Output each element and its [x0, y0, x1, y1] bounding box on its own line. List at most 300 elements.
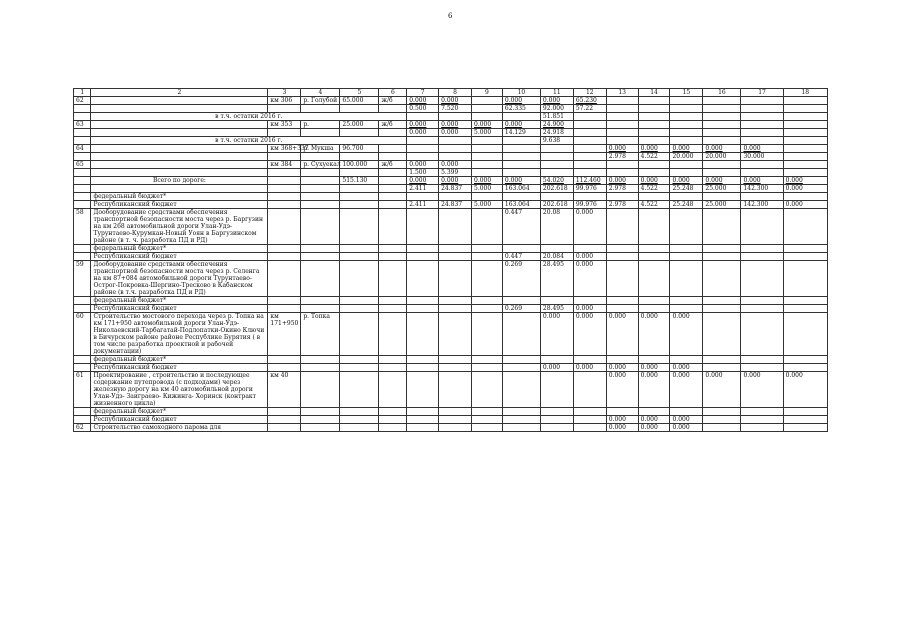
table-cell	[670, 253, 703, 261]
table-cell	[741, 416, 783, 424]
table-cell: 5.000	[472, 129, 503, 137]
table-cell	[638, 297, 670, 305]
table-cell: 2.411	[407, 185, 439, 193]
table-cell: 0.000	[606, 416, 638, 424]
table-cell: 0.000	[638, 424, 670, 432]
table-cell	[91, 129, 268, 137]
table-cell: км 368+337	[268, 145, 301, 153]
table-cell	[540, 161, 573, 169]
page-number: 6	[448, 12, 453, 20]
table-cell	[74, 408, 91, 416]
table-cell: 0.500	[407, 105, 439, 113]
table-cell	[268, 169, 301, 177]
table-cell	[340, 408, 379, 416]
table-cell: км 306	[268, 97, 301, 105]
table-cell: федеральный бюджет*	[91, 245, 268, 253]
table-cell	[439, 209, 472, 245]
table-cell	[638, 253, 670, 261]
table-cell	[606, 129, 638, 137]
table-cell: 0.000	[741, 145, 783, 153]
table-cell: 515.130	[340, 177, 379, 185]
table-row	[74, 169, 828, 177]
table-cell	[638, 113, 670, 121]
table-cell	[502, 145, 540, 153]
table-cell	[783, 313, 827, 356]
table-cell	[783, 153, 827, 161]
table-cell: федеральный бюджет*	[91, 297, 268, 305]
table-cell	[703, 424, 741, 432]
table-cell	[606, 356, 638, 364]
table-cell	[472, 364, 503, 372]
table-cell	[703, 261, 741, 297]
table-cell: 2.978	[606, 185, 638, 193]
table-cell: 92.000	[540, 105, 573, 113]
table-cell	[340, 253, 379, 261]
table-cell: 8	[439, 89, 472, 97]
table-cell: 0.000	[502, 177, 540, 185]
table-cell: км 40	[268, 372, 301, 408]
table-cell: Строительство мостового перехода через р. Топка на км 171+950 автомобильной дороги Улан-Удэ-Николаевский-Тарбагатай-Подлопатки-Окино Ключи в Бичурском районе районе Республике Бурятия ( в том числе разработка проектной и рабочей документации)	[91, 313, 268, 356]
table-cell: 2	[91, 89, 268, 97]
table-cell	[540, 297, 573, 305]
table-cell	[91, 169, 268, 177]
table-cell	[783, 169, 827, 177]
table-cell: ж/б	[379, 121, 407, 129]
table-cell	[573, 297, 606, 305]
table-cell: 112.460	[573, 177, 606, 185]
table-cell	[606, 113, 638, 121]
table-cell	[268, 105, 301, 113]
table-cell: 5.000	[472, 185, 503, 193]
table-cell: 57.22	[573, 105, 606, 113]
header-row	[74, 89, 828, 97]
table-cell: 99.976	[573, 185, 606, 193]
table-cell	[606, 137, 638, 145]
table-cell: в т.ч. остатки 2016 г.	[91, 137, 407, 145]
table-cell	[301, 364, 340, 372]
table-cell: 0.000	[472, 177, 503, 185]
table-cell: 63	[74, 121, 91, 129]
table-cell	[606, 408, 638, 416]
table-cell	[407, 372, 439, 408]
table-cell	[379, 209, 407, 245]
table-cell	[783, 424, 827, 432]
table-cell: 25.000	[340, 121, 379, 129]
table-cell	[573, 169, 606, 177]
table-cell	[379, 169, 407, 177]
table-cell	[573, 113, 606, 121]
table-cell: 0.000	[540, 364, 573, 372]
table-cell: Проектирование , строительство и последующее содержание путепровода (с подходами) через железную дорогу на км 40 автомобильной дороги Улан-Удэ- Заиграево- Кижинга- Хоринск (контракт жизненного цикла)	[91, 372, 268, 408]
table-cell: 20.08	[540, 209, 573, 245]
table-cell	[407, 313, 439, 356]
table-cell	[741, 408, 783, 416]
table-cell	[703, 161, 741, 169]
table-cell: 0.000	[638, 177, 670, 185]
table-cell: 0.000	[638, 313, 670, 356]
table-row	[74, 193, 828, 201]
table-cell	[301, 105, 340, 113]
table-cell: 65.230	[573, 97, 606, 105]
table-cell	[783, 145, 827, 153]
table-cell	[606, 245, 638, 253]
table-cell	[573, 424, 606, 432]
table-row	[74, 145, 828, 153]
table-cell	[606, 297, 638, 305]
table-cell	[502, 169, 540, 177]
table-cell	[638, 356, 670, 364]
table-cell	[502, 313, 540, 356]
table-cell	[540, 424, 573, 432]
table-cell	[472, 145, 503, 153]
table-cell: 0.447	[502, 253, 540, 261]
table-cell: Республиканский бюджет	[91, 364, 268, 372]
table-cell: 99.976	[573, 201, 606, 209]
table-cell	[379, 305, 407, 313]
total-row	[74, 177, 828, 185]
table-cell: 0.269	[502, 305, 540, 313]
table-cell	[301, 356, 340, 364]
table-cell: Республиканский бюджет	[91, 201, 268, 209]
table-cell: 16	[703, 89, 741, 97]
table-cell	[741, 161, 783, 169]
table-cell	[439, 113, 472, 121]
table-cell: 202.618	[540, 185, 573, 193]
table-cell	[783, 97, 827, 105]
table-cell	[74, 297, 91, 305]
table-cell: 0.000	[439, 121, 472, 129]
table-cell: Всего по дороге:	[91, 177, 268, 185]
table-cell	[573, 356, 606, 364]
table-row	[74, 261, 828, 297]
table-cell	[340, 185, 379, 193]
table-cell	[606, 193, 638, 201]
table-cell	[439, 153, 472, 161]
table-cell: 25.000	[703, 201, 741, 209]
total-row	[74, 185, 828, 193]
table-cell	[91, 105, 268, 113]
table-cell	[540, 416, 573, 424]
table-cell: 0.000	[783, 372, 827, 408]
table-cell: 4.522	[638, 153, 670, 161]
table-cell	[340, 169, 379, 177]
table-cell: 64	[74, 145, 91, 153]
table-cell	[301, 408, 340, 416]
table-cell: 0.000	[407, 129, 439, 137]
table-cell: 25.000	[703, 185, 741, 193]
table-cell: 7.520	[439, 105, 472, 113]
table-cell	[379, 145, 407, 153]
table-row	[74, 253, 828, 261]
table-cell	[91, 97, 268, 105]
table-cell	[502, 297, 540, 305]
table-cell	[340, 356, 379, 364]
table-cell	[74, 113, 91, 121]
table-cell	[502, 245, 540, 253]
table-cell	[268, 297, 301, 305]
table-cell: 20.000	[703, 153, 741, 161]
table-cell	[379, 105, 407, 113]
table-cell	[783, 356, 827, 364]
table-row	[74, 97, 828, 105]
table-cell: 0.000	[606, 424, 638, 432]
table-cell	[439, 364, 472, 372]
table-cell	[74, 177, 91, 185]
table-cell	[573, 121, 606, 129]
table-cell: 163.064	[502, 201, 540, 209]
table-cell: 0.000	[670, 313, 703, 356]
table-cell	[638, 408, 670, 416]
table-cell	[638, 209, 670, 245]
table-cell: Республиканский бюджет	[91, 416, 268, 424]
table-cell	[573, 416, 606, 424]
table-cell: 14	[638, 89, 670, 97]
table-cell	[670, 305, 703, 313]
table-row	[74, 209, 828, 245]
table-cell	[703, 364, 741, 372]
table-cell	[741, 209, 783, 245]
table-cell	[439, 145, 472, 153]
table-cell: 0.000	[670, 372, 703, 408]
table-cell	[340, 193, 379, 201]
table-cell: 0.447	[502, 209, 540, 245]
table-cell	[670, 169, 703, 177]
table-cell	[703, 313, 741, 356]
table-cell	[606, 105, 638, 113]
table-cell: 0.000	[502, 97, 540, 105]
table-cell: 2.978	[606, 153, 638, 161]
table-cell: 10	[502, 89, 540, 97]
table-row	[74, 137, 828, 145]
table-cell	[703, 305, 741, 313]
table-cell	[606, 97, 638, 105]
table-cell	[439, 356, 472, 364]
table-cell: 11	[540, 89, 573, 97]
table-row	[74, 121, 828, 129]
table-cell	[74, 245, 91, 253]
table-cell	[606, 121, 638, 129]
table-cell	[638, 97, 670, 105]
table-cell	[439, 245, 472, 253]
table-cell	[439, 137, 472, 145]
table-cell	[670, 356, 703, 364]
table-cell	[407, 416, 439, 424]
table-cell	[379, 193, 407, 201]
table-cell: 0.269	[502, 261, 540, 297]
table-row	[74, 313, 828, 356]
table-cell	[741, 261, 783, 297]
table-cell	[74, 169, 91, 177]
table-cell	[268, 245, 301, 253]
table-cell	[741, 193, 783, 201]
table-cell	[703, 356, 741, 364]
table-cell	[783, 297, 827, 305]
table-cell: 7	[407, 89, 439, 97]
table-cell	[379, 416, 407, 424]
table-cell	[472, 416, 503, 424]
table-cell: 0.000	[638, 364, 670, 372]
table-cell	[268, 364, 301, 372]
table-cell: 142.300	[741, 185, 783, 193]
table-cell	[439, 408, 472, 416]
table-cell	[379, 297, 407, 305]
table-cell: 0.000	[606, 372, 638, 408]
table-cell: 28.495	[540, 261, 573, 297]
table-cell: 0.000	[573, 313, 606, 356]
table-cell	[74, 129, 91, 137]
table-cell	[573, 129, 606, 137]
table-cell	[703, 297, 741, 305]
table-row	[74, 372, 828, 408]
table-cell: 6	[379, 89, 407, 97]
table-cell: 4	[301, 89, 340, 97]
table-row	[74, 129, 828, 137]
table-cell: 9	[472, 89, 503, 97]
table-cell	[340, 297, 379, 305]
table-cell	[741, 424, 783, 432]
table-cell	[74, 364, 91, 372]
table-cell	[638, 105, 670, 113]
table-cell	[407, 153, 439, 161]
table-cell: 62	[74, 424, 91, 432]
table-cell	[472, 137, 503, 145]
table-cell	[340, 313, 379, 356]
table-cell	[741, 313, 783, 356]
table-cell	[573, 372, 606, 408]
table-cell	[439, 424, 472, 432]
table-cell	[340, 129, 379, 137]
table-cell: федеральный бюджет*	[91, 193, 268, 201]
table-cell	[783, 161, 827, 169]
table-cell	[91, 121, 268, 129]
table-cell	[301, 305, 340, 313]
table-cell	[670, 297, 703, 305]
table-cell	[703, 253, 741, 261]
table-cell	[407, 137, 439, 145]
table-cell: 0.000	[439, 177, 472, 185]
table-cell: ж/б	[379, 161, 407, 169]
table-cell	[407, 297, 439, 305]
table-cell	[670, 261, 703, 297]
table-cell: 0.000	[703, 145, 741, 153]
table-cell	[407, 408, 439, 416]
table-cell	[573, 137, 606, 145]
table-row	[74, 153, 828, 161]
table-cell: 17	[741, 89, 783, 97]
table-cell	[573, 153, 606, 161]
table-cell	[638, 169, 670, 177]
table-row	[74, 416, 828, 424]
table-cell: 13	[606, 89, 638, 97]
table-cell	[74, 416, 91, 424]
table-cell	[268, 185, 301, 193]
table-cell: 0.000	[606, 364, 638, 372]
table-cell	[340, 153, 379, 161]
table-cell	[407, 356, 439, 364]
table-cell	[502, 113, 540, 121]
table-cell	[268, 201, 301, 209]
table-cell	[439, 261, 472, 297]
table-cell	[91, 153, 268, 161]
table-cell	[670, 113, 703, 121]
table-cell	[502, 161, 540, 169]
table-cell	[439, 253, 472, 261]
table-cell	[670, 245, 703, 253]
table-cell: 62.335	[502, 105, 540, 113]
table-cell: 0.000	[670, 364, 703, 372]
table-cell	[502, 416, 540, 424]
table-cell	[340, 201, 379, 209]
table-cell: 4.522	[638, 185, 670, 193]
table-cell	[670, 121, 703, 129]
table-cell	[783, 137, 827, 145]
table-cell	[606, 253, 638, 261]
table-row	[74, 297, 828, 305]
table-cell: 28.495	[540, 305, 573, 313]
table-cell: р. Голубой	[301, 97, 340, 105]
table-cell	[472, 97, 503, 105]
table-cell: 0.000	[670, 145, 703, 153]
table-cell	[741, 169, 783, 177]
table-cell: 0.000	[741, 372, 783, 408]
table-cell	[638, 161, 670, 169]
table-cell	[638, 121, 670, 129]
table-cell: 0.000	[407, 161, 439, 169]
table-cell	[670, 161, 703, 169]
table-cell	[670, 129, 703, 137]
table-cell	[379, 153, 407, 161]
table-cell	[268, 129, 301, 137]
table-cell: федеральный бюджет*	[91, 408, 268, 416]
table-cell	[407, 364, 439, 372]
table-cell	[703, 97, 741, 105]
table-cell: 0.000	[783, 201, 827, 209]
table-cell	[741, 245, 783, 253]
table-cell	[301, 209, 340, 245]
table-cell	[301, 245, 340, 253]
table-cell	[703, 129, 741, 137]
table-cell: 62	[74, 97, 91, 105]
table-cell	[301, 169, 340, 177]
table-cell	[268, 209, 301, 245]
table-cell	[268, 177, 301, 185]
table-cell	[573, 161, 606, 169]
table-cell: 0.000	[638, 145, 670, 153]
table-cell	[573, 408, 606, 416]
table-cell	[379, 185, 407, 193]
table-cell: 96.700	[340, 145, 379, 153]
table-cell	[379, 253, 407, 261]
table-cell	[407, 209, 439, 245]
table-cell	[472, 193, 503, 201]
table-cell	[670, 209, 703, 245]
table-cell: 2.411	[407, 201, 439, 209]
table-cell	[340, 424, 379, 432]
table-cell: р. Сухуекал	[301, 161, 340, 169]
table-cell	[379, 372, 407, 408]
table-cell: Республиканский бюджет	[91, 253, 268, 261]
table-cell: км 171+950	[268, 313, 301, 356]
table-cell	[540, 408, 573, 416]
table-cell	[783, 305, 827, 313]
table-cell: 142.300	[741, 201, 783, 209]
table-cell	[783, 113, 827, 121]
table-cell	[439, 297, 472, 305]
table-cell: 0.000	[407, 97, 439, 105]
table-cell	[472, 153, 503, 161]
table-row	[74, 113, 828, 121]
table-cell	[379, 408, 407, 416]
